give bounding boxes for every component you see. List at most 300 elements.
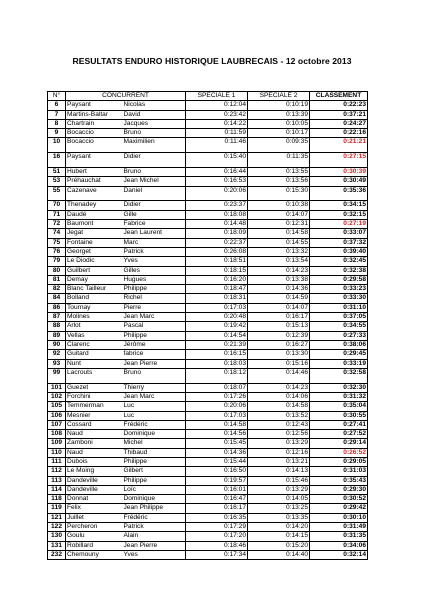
classement-time: 0:32:15 [310,210,368,219]
classement-time: 0:24:27 [310,119,368,128]
rider-number: 89 [48,331,66,340]
classement-time: 0:39:40 [310,247,368,256]
classement-time: 0:29:14 [310,439,368,448]
table-row [48,350,368,359]
rider-last-name: Guilbert [66,266,123,275]
speciale-2-time: 0:14:46 [248,368,310,377]
speciale-2-time: 0:14:13 [248,467,310,476]
classement-time: 0:22:23 [310,101,368,110]
rider-last-name: Demay [66,275,123,284]
speciale-2-time: 0:14:36 [248,285,310,294]
rider-last-name: Chartrain [66,119,123,128]
speciale-1-time: 0:21:39 [186,340,248,349]
speciale-1-time: 0:18:03 [186,359,248,368]
rider-first-name: Didier [123,201,186,210]
table-row [48,402,368,411]
classement-time: 0:31:49 [310,523,368,532]
rider-first-name: Jean Marc [123,313,186,322]
speciale-1-time: 0:14:36 [186,448,248,457]
rider-last-name: Naud [66,430,123,439]
rider-first-name: Philippe [123,285,186,294]
rider-last-name: Baumont [66,220,123,229]
rider-first-name: Pascal [123,322,186,331]
speciale-2-time: 0:13:55 [248,168,310,177]
rider-first-name: Yves [123,257,186,266]
classement-time: 0:31:35 [310,532,368,541]
table-row [48,383,368,392]
rider-number: 10 [48,138,66,147]
rider-last-name: Chemouny [66,550,123,559]
rider-first-name: Jean Pierre [123,541,186,550]
rider-last-name: Temmerman [66,402,123,411]
classement-time: 0:34:15 [310,201,368,210]
rider-last-name: Juillet [66,513,123,522]
speciale-2-time: 0:13:39 [248,110,310,119]
table-row [48,322,368,331]
speciale-2-time: 0:13:56 [248,177,310,186]
classement-time: 0:33:30 [310,294,368,303]
rider-last-name: Clarenc [66,340,123,349]
table-row [48,411,368,420]
rider-last-name: Daudé [66,210,123,219]
speciale-1-time: 0:18:15 [186,266,248,275]
speciale-2-time: 0:12:39 [248,331,310,340]
rider-number: 114 [48,485,66,494]
classement-time: 0:37:21 [310,110,368,119]
rider-last-name: Paysant [66,153,123,162]
speciale-2-time: 0:13:54 [248,257,310,266]
speciale-1-time: 0:23:42 [186,110,248,119]
table-row [48,101,368,110]
speciale-2-time: 0:15:46 [248,476,310,485]
classement-time: 0:37:05 [310,313,368,322]
rider-last-name: Nunt [66,359,123,368]
rider-number: 55 [48,186,66,195]
rider-first-name: Jean Pierre [123,359,186,368]
classement-time: 0:31:03 [310,467,368,476]
speciale-1-time: 0:26:08 [186,247,248,256]
rider-first-name: Luc [123,402,186,411]
classement-time: 0:33:19 [310,359,368,368]
rider-last-name: Naud [66,448,123,457]
header-concurrent: CONCURRENT [66,92,186,101]
rider-number: 232 [48,550,66,559]
speciale-2-time: 0:13:38 [248,275,310,284]
table-row [48,439,368,448]
rider-number: 122 [48,523,66,532]
rider-first-name: Richel [123,294,186,303]
rider-first-name: Daniel [123,186,186,195]
table-row [48,210,368,219]
speciale-2-time: 0:15:30 [248,186,310,195]
classement-time: 0:33:07 [310,229,368,238]
rider-first-name: Jean Michel [123,177,186,186]
classement-time: 0:27:33 [310,331,368,340]
speciale-1-time: 0:20:06 [186,186,248,195]
classement-time: 0:29:58 [310,275,368,284]
speciale-1-time: 0:14:54 [186,331,248,340]
rider-first-name: Marc [123,238,186,247]
speciale-1-time: 0:18:51 [186,257,248,266]
rider-last-name: Martins-Baltar [66,110,123,119]
classement-time: 0:31:32 [310,392,368,401]
rider-last-name: Vellas [66,331,123,340]
rider-number: 92 [48,350,66,359]
speciale-1-time: 0:18:46 [186,541,248,550]
speciale-1-time: 0:17:03 [186,411,248,420]
speciale-2-time: 0:13:32 [248,247,310,256]
rider-last-name: Percheron [66,523,123,532]
speciale-1-time: 0:17:20 [186,532,248,541]
rider-last-name: Molines [66,313,123,322]
speciale-1-time: 0:15:44 [186,457,248,466]
speciale-1-time: 0:16:35 [186,513,248,522]
rider-first-name: Bruno [123,168,186,177]
speciale-2-time: 0:14:58 [248,229,310,238]
rider-number: 130 [48,532,66,541]
rider-last-name: Robillard [66,541,123,550]
rider-first-name: Maximilien [123,138,186,147]
classement-time: 0:27:41 [310,420,368,429]
table-row [48,247,368,256]
rider-first-name: Philippe [123,476,186,485]
header-row [48,92,368,101]
table-row [48,448,368,457]
rider-first-name: Alain [123,532,186,541]
rider-first-name: Pierre [123,303,186,312]
speciale-1-time: 0:18:08 [186,210,248,219]
classement-time: 0:27:15 [310,153,368,162]
rider-number: 53 [48,177,66,186]
rider-last-name: Forchini [66,392,123,401]
rider-first-name: Philippe [123,331,186,340]
speciale-1-time: 0:11:59 [186,129,248,138]
rider-number: 74 [48,229,66,238]
rider-first-name: Gille [123,210,186,219]
classement-time: 0:32:30 [310,383,368,392]
speciale-2-time: 0:14:23 [248,266,310,275]
rider-last-name: Tournay [66,303,123,312]
rider-number: 82 [48,285,66,294]
classement-time: 0:30:10 [310,513,368,522]
speciale-1-time: 0:15:40 [186,153,248,162]
classement-time: 0:30:49 [310,177,368,186]
rider-number: 110 [48,448,66,457]
table-row [48,430,368,439]
table-row [48,359,368,368]
speciale-1-time: 0:16:53 [186,177,248,186]
table-row [48,138,368,147]
speciale-2-time: 0:13:21 [248,457,310,466]
speciale-2-time: 0:15:13 [248,322,310,331]
classement-time: 0:21:21 [310,138,368,147]
speciale-2-time: 0:13:30 [248,350,310,359]
classement-time: 0:32:45 [310,257,368,266]
classement-time: 0:29:42 [310,504,368,513]
speciale-1-time: 0:18:31 [186,294,248,303]
rider-first-name: Gilles [123,266,186,275]
table-row [48,266,368,275]
table-row [48,129,368,138]
rider-number: 113 [48,476,66,485]
rider-last-name: Fontaine [66,238,123,247]
rider-last-name: Le Moing [66,467,123,476]
classement-time: 0:35:43 [310,476,368,485]
rider-last-name: Hubert [66,168,123,177]
table-row [48,220,368,229]
speciale-1-time: 0:18:12 [186,368,248,377]
table-row [48,550,368,559]
rider-first-name: Jean Laurent [123,229,186,238]
classement-time: 0:32:38 [310,266,368,275]
rider-number: 108 [48,430,66,439]
speciale-2-time: 0:15:20 [248,541,310,550]
speciale-2-time: 0:14:23 [248,383,310,392]
rider-number: 109 [48,439,66,448]
table-row [48,153,368,162]
classement-time: 0:30:39 [310,168,368,177]
classement-time: 0:32:58 [310,368,368,377]
rider-first-name: Jacques [123,119,186,128]
table-row [48,201,368,210]
rider-first-name: Bruno [123,368,186,377]
speciale-2-time: 0:16:17 [248,313,310,322]
rider-first-name: Dominique [123,430,186,439]
rider-last-name: Bocaccio [66,138,123,147]
speciale-2-time: 0:14:15 [248,532,310,541]
speciale-1-time: 0:16:01 [186,485,248,494]
table-row [48,177,368,186]
rider-number: 119 [48,504,66,513]
rider-last-name: Bocaccio [66,129,123,138]
table-row [48,420,368,429]
rider-first-name: Bruno [123,129,186,138]
rider-number: 107 [48,420,66,429]
table-row [48,303,368,312]
speciale-2-time: 0:14:58 [248,402,310,411]
speciale-2-time: 0:12:43 [248,420,310,429]
speciale-1-time: 0:18:07 [186,383,248,392]
rider-number: 121 [48,513,66,522]
rider-first-name: Michel [123,439,186,448]
rider-number: 75 [48,238,66,247]
speciale-1-time: 0:18:47 [186,285,248,294]
table-row [48,275,368,284]
rider-number: 105 [48,402,66,411]
rider-first-name: Thibaud [123,448,186,457]
rider-last-name: Cazenave [66,186,123,195]
classement-time: 0:27:52 [310,430,368,439]
classement-time: 0:22:16 [310,129,368,138]
speciale-2-time: 0:15:16 [248,359,310,368]
speciale-1-time: 0:14:58 [186,420,248,429]
table-row [48,331,368,340]
speciale-2-time: 0:14:07 [248,210,310,219]
rider-last-name: Le Diodic [66,257,123,266]
classement-time: 0:29:45 [310,350,368,359]
speciale-2-time: 0:09:35 [248,138,310,147]
rider-last-name: Mesnier [66,411,123,420]
rider-first-name: Thierry [123,383,186,392]
table-row [48,392,368,401]
table-row [48,532,368,541]
table-row [48,238,368,247]
rider-last-name: Felix [66,504,123,513]
speciale-2-time: 0:10:17 [248,129,310,138]
table-row [48,313,368,322]
speciale-2-time: 0:13:29 [248,485,310,494]
classement-time: 0:29:30 [310,485,368,494]
speciale-2-time: 0:13:52 [248,411,310,420]
rider-number: 101 [48,383,66,392]
rider-first-name: Frédéric [123,420,186,429]
rider-last-name: Zamboni [66,439,123,448]
classement-time: 0:30:52 [310,495,368,504]
rider-number: 80 [48,266,66,275]
speciale-2-time: 0:11:35 [248,153,310,162]
rider-last-name: Cossard [66,420,123,429]
rider-last-name: Guitard [66,350,123,359]
table-row [48,368,368,377]
rider-last-name: Lacrouts [66,368,123,377]
speciale-2-time: 0:14:05 [248,495,310,504]
rider-first-name: Gilbert [123,467,186,476]
speciale-1-time: 0:14:48 [186,220,248,229]
header-speciale-2: SPECIALE 2 [248,92,310,101]
speciale-1-time: 0:20:48 [186,313,248,322]
speciale-1-time: 0:16:17 [186,504,248,513]
header-speciale-1: SPECIALE 1 [186,92,248,101]
speciale-1-time: 0:18:09 [186,229,248,238]
rider-last-name: Georget [66,247,123,256]
classement-time: 0:34:55 [310,322,368,331]
rider-number: 99 [48,368,66,377]
speciale-1-time: 0:16:20 [186,275,248,284]
rider-first-name: Fabrice [123,220,186,229]
page-title: RESULTATS ENDURO HISTORIQUE LAUBRECAIS - 12 octobre 2013 [72,56,352,66]
classement-time: 0:37:32 [310,238,368,247]
table-row [48,119,368,128]
results-body [48,101,368,560]
rider-first-name: Yves [123,550,186,559]
speciale-1-time: 0:17:03 [186,303,248,312]
rider-number: 7 [48,110,66,119]
table-row [48,257,368,266]
speciale-1-time: 0:23:37 [186,201,248,210]
rider-number: 112 [48,467,66,476]
speciale-2-time: 0:12:56 [248,430,310,439]
speciale-2-time: 0:14:55 [248,238,310,247]
classement-time: 0:35:04 [310,402,368,411]
speciale-2-time: 0:14:40 [248,550,310,559]
table-row [48,513,368,522]
classement-time: 0:34:06 [310,541,368,550]
speciale-1-time: 0:16:44 [186,168,248,177]
speciale-1-time: 0:14:56 [186,430,248,439]
speciale-2-time: 0:13:25 [248,504,310,513]
rider-first-name: Didier [123,153,186,162]
speciale-1-time: 0:12:04 [186,101,248,110]
rider-number: 8 [48,119,66,128]
speciale-1-time: 0:19:57 [186,476,248,485]
rider-number: 76 [48,247,66,256]
classement-time: 0:30:55 [310,411,368,420]
classement-time: 0:26:52 [310,448,368,457]
table-row [48,110,368,119]
speciale-2-time: 0:10:38 [248,201,310,210]
speciale-1-time: 0:16:15 [186,350,248,359]
rider-number: 106 [48,411,66,420]
speciale-2-time: 0:10:19 [248,101,310,110]
header-num: N° [48,92,66,101]
speciale-1-time: 0:17:26 [186,392,248,401]
classement-time: 0:31:10 [310,303,368,312]
table-row [48,168,368,177]
rider-number: 118 [48,495,66,504]
rider-first-name: Philippe [123,457,186,466]
rider-number: 51 [48,168,66,177]
table-row [48,294,368,303]
rider-first-name: Jean Philippe [123,504,186,513]
speciale-2-time: 0:12:31 [248,220,310,229]
rider-number: 84 [48,294,66,303]
rider-number: 6 [48,101,66,110]
table-row [48,504,368,513]
rider-last-name: Thenadey [66,201,123,210]
rider-last-name: Paysant [66,101,123,110]
rider-number: 16 [48,153,66,162]
rider-number: 88 [48,322,66,331]
speciale-2-time: 0:14:59 [248,294,310,303]
rider-first-name: Jérôme [123,340,186,349]
rider-number: 102 [48,392,66,401]
rider-number: 72 [48,220,66,229]
rider-first-name: Patrick [123,523,186,532]
speciale-2-time: 0:13:35 [248,513,310,522]
table-row [48,476,368,485]
speciale-1-time: 0:16:50 [186,467,248,476]
rider-first-name: Nicolas [123,101,186,110]
rider-number: 70 [48,201,66,210]
speciale-1-time: 0:19:42 [186,322,248,331]
rider-number: 111 [48,457,66,466]
speciale-2-time: 0:10:05 [248,119,310,128]
classement-time: 0:27:19 [310,220,368,229]
rider-number: 71 [48,210,66,219]
table-row [48,541,368,550]
rider-last-name: Dubois [66,457,123,466]
table-row [48,485,368,494]
speciale-1-time: 0:22:37 [186,238,248,247]
table-row [48,229,368,238]
rider-number: 9 [48,129,66,138]
header-classement: CLASSEMENT [310,92,368,101]
speciale-2-time: 0:13:29 [248,439,310,448]
rider-number: 87 [48,313,66,322]
classement-time: 0:33:23 [310,285,368,294]
results-table [47,91,368,560]
speciale-2-time: 0:14:07 [248,303,310,312]
rider-number: 79 [48,257,66,266]
classement-time: 0:29:05 [310,457,368,466]
speciale-2-time: 0:16:27 [248,340,310,349]
rider-last-name: Dandeville [66,476,123,485]
rider-last-name: Goulu [66,532,123,541]
rider-first-name: Frédéric [123,513,186,522]
table-row [48,457,368,466]
speciale-1-time: 0:16:47 [186,495,248,504]
rider-number: 81 [48,275,66,284]
